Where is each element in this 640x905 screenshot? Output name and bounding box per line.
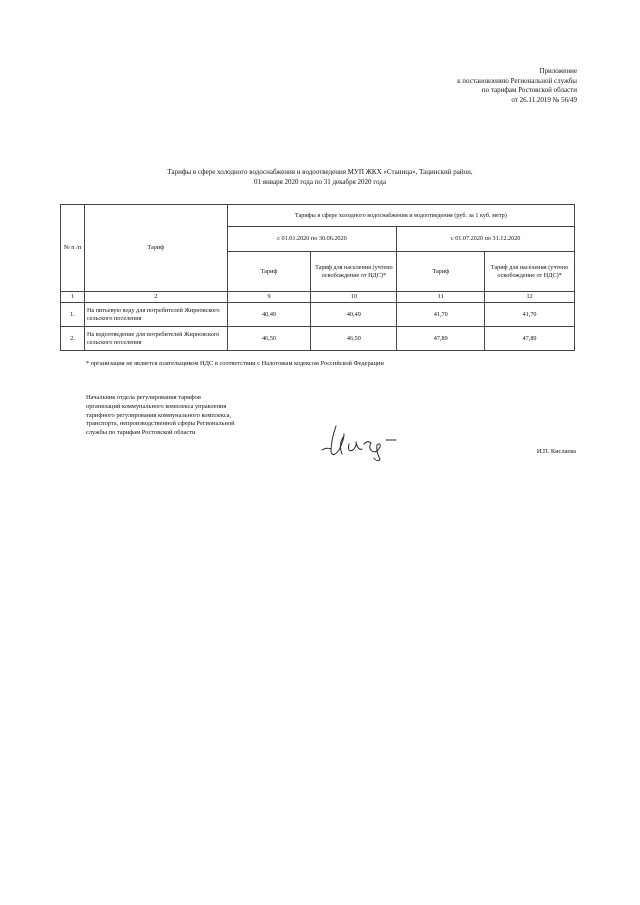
row-value: 41,70 [397,303,485,327]
appendix-line: к постановлению Региональной службы [457,76,577,85]
row-value: 46,50 [311,327,397,351]
header-tariff: Тариф [84,205,227,292]
document-title [60,168,580,187]
appendix-line: от 26.11.2019 № 56/49 [511,95,577,104]
table-row [61,327,575,351]
signer-name: И.П. Кислаева [536,448,576,455]
header-number: № п /п [61,205,85,292]
row-name: На водоотведение для потребителей Жирновского сельского поселения [84,327,227,351]
signer-position: Начальник отдела регулирования тарифов организаций коммунального комплекса управления тарифного регулирования коммунального комплекса, транспорта, непроизводственной сферы Региональной службы по тарифам Ростовской области [86,394,235,437]
row-value: 40,49 [311,303,397,327]
subheader-tariff-2: Тариф [397,252,485,292]
row-number: 1. [61,303,85,327]
title-line: 01 января 2020 года по 31 декабря 2020 года [254,177,386,186]
row-value: 47,89 [397,327,485,351]
index-cell: 12 [485,292,575,303]
vat-footnote: * организация не является плательщиком НДС в соответствии с Налоговым кодексом Российской Федерации [86,360,384,367]
appendix-header [457,67,577,105]
appendix-line: Приложение [539,67,577,75]
table-row [61,303,575,327]
title-line: Тарифы в сфере холодного водоснабжения и водоотведения МУП ЖКХ «Станица», Тацинский район, [167,168,473,176]
row-value: 47,89 [485,327,575,351]
row-value: 41,70 [485,303,575,327]
appendix-line: по тарифам Ростовской области [481,86,577,95]
subheader-population-2: Тариф для населения (учтено освобождение от НДС)* [485,252,575,292]
index-cell: 1 [61,292,85,303]
signature-icon [318,420,418,464]
header-period-1: с 01.01.2020 по 30.06.2020 [227,227,397,252]
index-cell: 9 [227,292,311,303]
row-value: 46,50 [227,327,311,351]
index-cell: 11 [397,292,485,303]
subheader-population-1: Тариф для населения (учтено освобождение от НДС)* [311,252,397,292]
subheader-tariff-1: Тариф [227,252,311,292]
index-cell: 10 [311,292,397,303]
header-period-2: с 01.07.2020 по 31.12.2020 [397,227,575,252]
index-cell: 2 [84,292,227,303]
index-row [61,292,575,303]
row-name: На питьевую воду для потребителей Жирновского сельского поселения [84,303,227,327]
header-group: Тарифы в сфере холодного водоснабжения и водоотведения (руб. за 1 куб. метр) [227,205,574,227]
tariff-table [60,204,575,351]
row-number: 2. [61,327,85,351]
row-value: 40,49 [227,303,311,327]
